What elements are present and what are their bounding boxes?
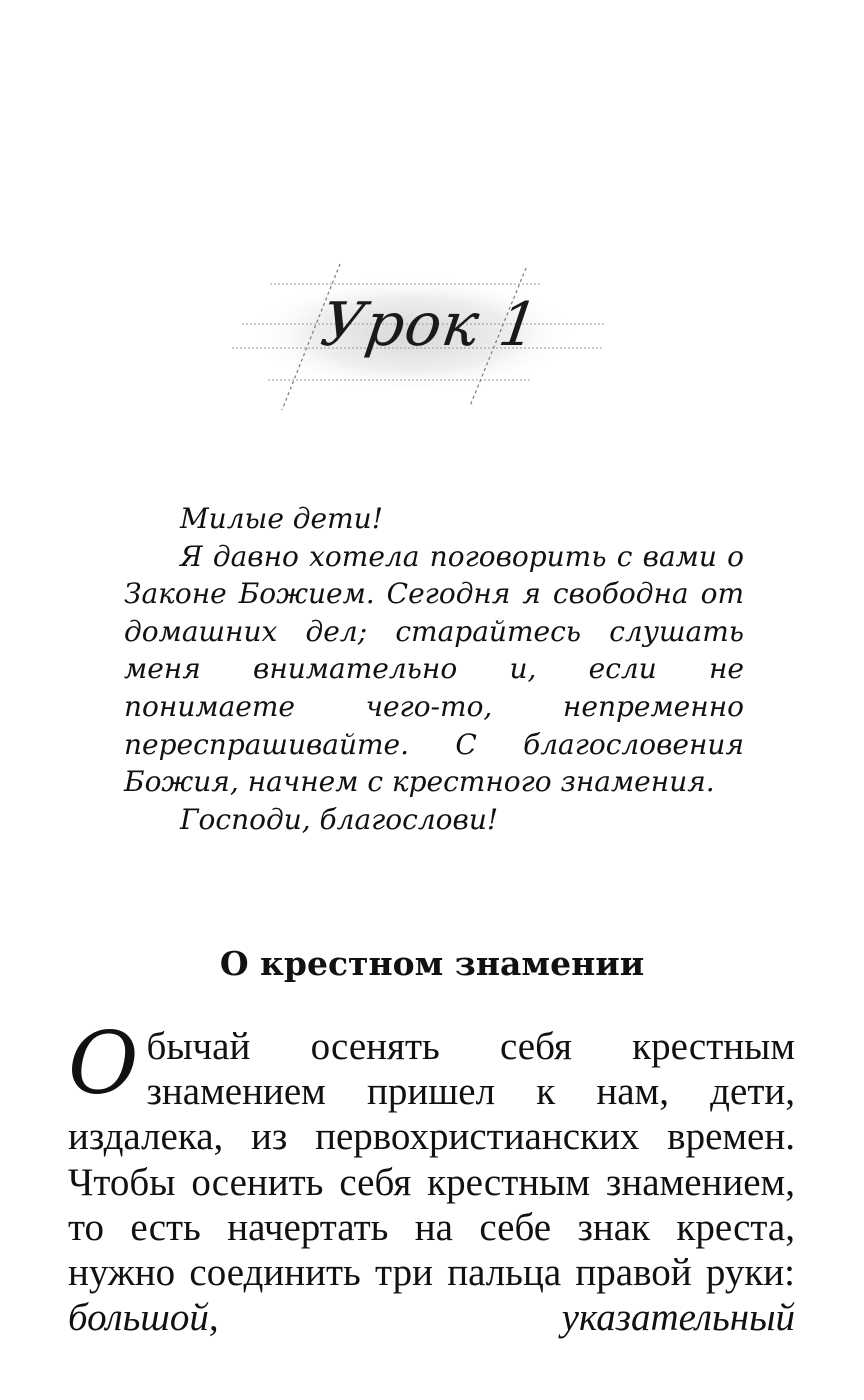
drop-cap: О (68, 1014, 139, 1114)
lesson-heading (232, 262, 612, 412)
section-title: О крестном знамении (219, 944, 645, 983)
intro-letter (124, 500, 744, 838)
body-italic-text: большой, указательный (68, 1296, 795, 1340)
body-text: бычай осенять себя крестным знамением пришел к нам, дети, издалека, из первохристианских времен. Чтобы осенить себя крестным знамением, то есть начертать на себе знак креста, нужно соединить три пальца правой руки: (68, 1025, 795, 1295)
intro-paragraph: Я давно хотела поговорить с вами о Законе Божием. Сегодня я свободна от домашних дел; старайтесь слушать меня внимательно и, если не понимаете чего-то, непременно переспрашивайте. С благословения Божия, начнем с крестного знамения. (124, 539, 744, 799)
lesson-title: Урок 1 (316, 290, 544, 360)
section-body (68, 1014, 795, 1340)
intro-closing: Господи, благослови! (180, 802, 499, 836)
intro-greeting: Милые дети! (180, 502, 383, 535)
